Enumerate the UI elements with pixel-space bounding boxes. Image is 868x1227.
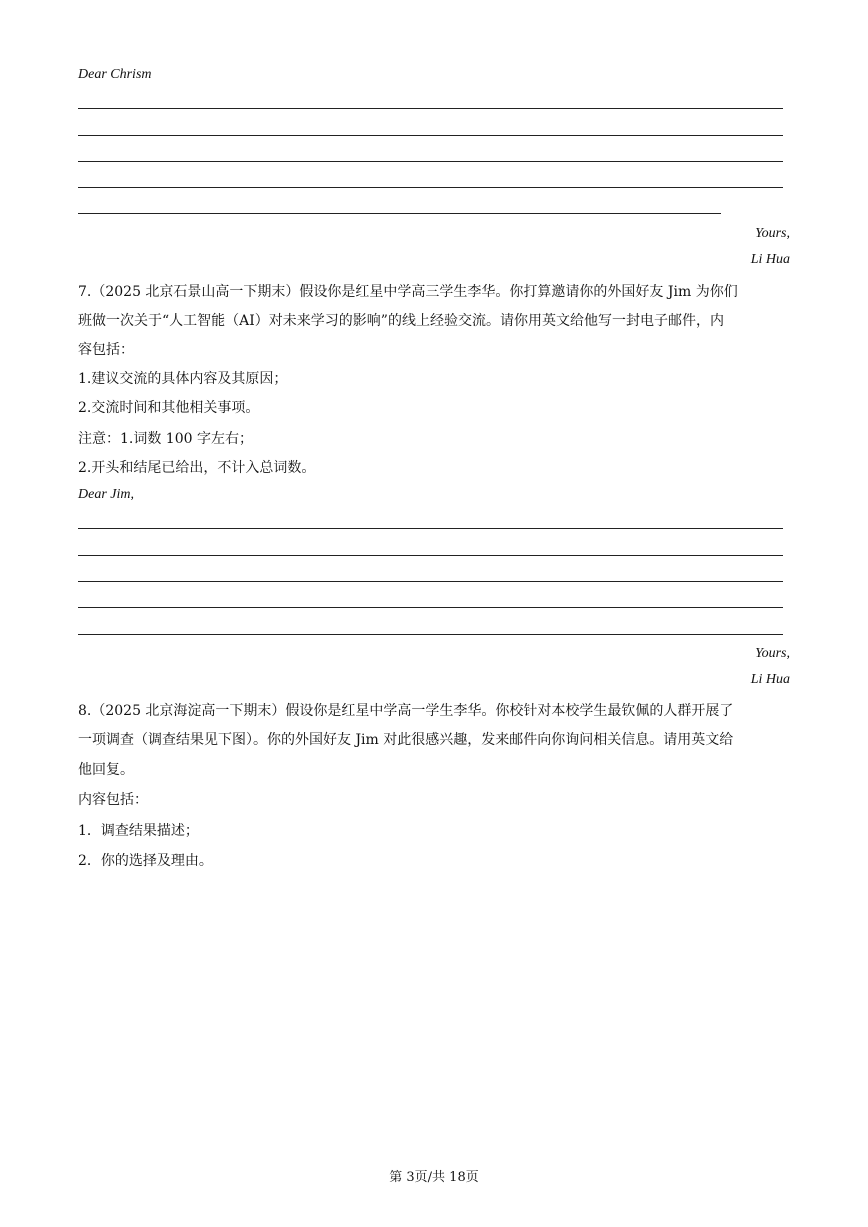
q8-item-2: 2．你的选择及理由。 [78, 853, 213, 869]
writing-line [78, 187, 783, 188]
q7-note: 注意：1.词数 100 字左右； [78, 431, 253, 447]
q8-item-1: 1．调查结果描述； [78, 823, 199, 839]
salutation-chrism: Dear Chrism [78, 67, 152, 82]
q8-prompt-line2: 一项调查（调查结果见下图）。你的外国好友 Jim 对此很感兴趣，发来邮件向你询问相关信息。请用英文给 [78, 732, 734, 748]
writing-line [78, 634, 783, 635]
q8-prompt-line1: 8.（2025 北京海淀高一下期末）假设你是红星中学高一学生李华。你校针对本校学生最钦佩的人群开展了 [78, 703, 734, 719]
q7-item-1: 1.建议交流的具体内容及其原因； [78, 371, 288, 387]
writing-line-short [78, 213, 721, 214]
q7-item-2: 2.交流时间和其他相关事项。 [78, 400, 260, 416]
signature-li-hua: Li Hua [750, 252, 790, 267]
page-number: 第 3页/共 18页 [389, 1170, 479, 1185]
writing-line [78, 135, 783, 136]
writing-line [78, 581, 783, 582]
q8-prompt-line3: 他回复。 [78, 762, 134, 778]
q8-content-label: 内容包括： [78, 792, 148, 808]
q7-note-2: 2.开头和结尾已给出，不计入总词数。 [78, 460, 316, 476]
signature-li-hua: Li Hua [750, 672, 790, 687]
writing-line [78, 528, 783, 529]
q7-prompt-line3: 容包括： [78, 342, 134, 358]
writing-line [78, 161, 783, 162]
writing-line [78, 108, 783, 109]
writing-line [78, 607, 783, 608]
salutation-jim: Dear Jim, [78, 487, 134, 502]
closing-yours: Yours, [755, 646, 790, 661]
q7-prompt-line1: 7.（2025 北京石景山高一下期末）假设你是红星中学高三学生李华。你打算邀请你的外国好友 Jim 为你们 [78, 284, 738, 300]
closing-yours: Yours, [755, 226, 790, 241]
q7-prompt-line2: 班做一次关于“人工智能（AI）对未来学习的影响”的线上经验交流。请你用英文给他写一封电子邮件，内 [78, 313, 724, 329]
writing-line [78, 555, 783, 556]
